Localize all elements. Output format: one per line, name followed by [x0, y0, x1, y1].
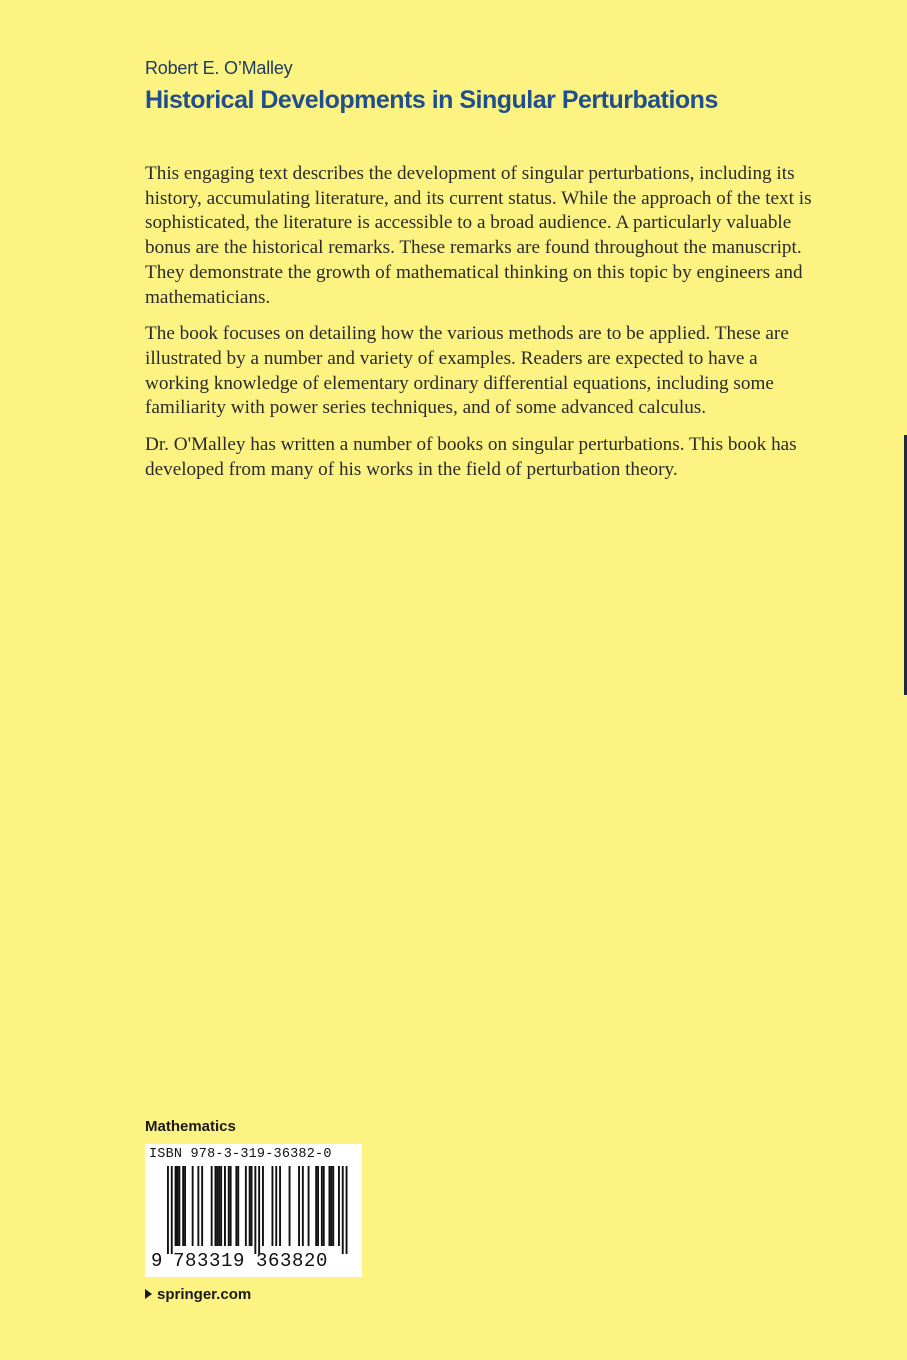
barcode-bars	[145, 1166, 362, 1256]
barcode-guard-bar	[346, 1166, 348, 1254]
barcode-guard-bar	[167, 1166, 169, 1254]
blurb-paragraph: Dr. O'Malley has written a number of books on singular perturbations. This book has developed from many of his works in the field of perturbation theory.	[145, 434, 797, 480]
barcode-bar	[218, 1166, 220, 1246]
barcode-bar	[216, 1166, 218, 1246]
barcode-bar	[184, 1166, 186, 1246]
publisher-url: springer.com	[157, 1286, 252, 1303]
triangle-arrow-icon	[145, 1289, 152, 1299]
barcode-bar	[220, 1166, 222, 1246]
barcode-guard-bar	[254, 1166, 256, 1254]
isbn-label: ISBN 978-3-319-36382-0	[149, 1147, 332, 1162]
barcode-bar	[338, 1166, 340, 1246]
book-title: Historical Developments in Singular Perturbations	[145, 86, 718, 114]
barcode-bar	[245, 1166, 247, 1246]
blurb-paragraph: The book focuses on detailing how the various methods are to be applied. These are illustrated by a number and variety of examples. Readers are expected to have a working knowledge of elementary ordinary differential equations, including some familiarity with power series techniques, and of some advanced calculus.	[145, 323, 789, 419]
author-name: Robert E. O’Malley	[145, 58, 293, 78]
barcode-bar	[317, 1166, 319, 1246]
barcode-bar	[201, 1166, 203, 1246]
barcode-bar	[298, 1166, 300, 1246]
barcode-bar	[321, 1166, 323, 1246]
barcode-guard-bar	[171, 1166, 173, 1254]
barcode-bar	[275, 1166, 277, 1246]
barcode-digits	[145, 1250, 362, 1274]
barcode-bar	[178, 1166, 180, 1246]
isbn-barcode	[145, 1144, 362, 1277]
barcode-bar	[332, 1166, 334, 1246]
barcode-bar	[302, 1166, 304, 1246]
barcode-right-digits: 363820	[256, 1250, 329, 1272]
barcode-bar	[197, 1166, 199, 1246]
barcode-bar	[330, 1166, 332, 1246]
barcode-bar	[192, 1166, 194, 1246]
barcode-bar	[177, 1166, 179, 1246]
barcode-bar	[235, 1166, 237, 1246]
blurb-paragraph: This engaging text describes the development of singular perturbations, including its history, accumulating literature, and its current status. While the approach of the text is sophisticated, the literature is accessible to a broad audience. A particularly valuable bonus are the historical remarks. These remarks are found throughout the manuscript. They demonstrate the growth of mathematical thinking on this topic by engineers and mathematicians.	[145, 163, 812, 308]
barcode-bar	[308, 1166, 310, 1246]
barcode-bar	[211, 1166, 213, 1246]
barcode-bar	[182, 1166, 184, 1246]
barcode-bar	[224, 1166, 226, 1246]
subject-category: Mathematics	[145, 1118, 236, 1135]
barcode-bar	[272, 1166, 274, 1246]
barcode-lead-digit: 9	[151, 1250, 164, 1272]
barcode-bar	[289, 1166, 291, 1246]
blurb	[145, 162, 825, 494]
barcode-bar	[329, 1166, 331, 1246]
barcode-left-digits: 783319	[173, 1250, 246, 1272]
barcode-guard-bar	[258, 1166, 260, 1254]
barcode-bar	[323, 1166, 325, 1246]
publisher-link[interactable]	[145, 1286, 251, 1303]
barcode-guard-bar	[342, 1166, 344, 1254]
barcode-bar	[262, 1166, 264, 1246]
barcode-bar	[315, 1166, 317, 1246]
barcode-bar	[249, 1166, 251, 1246]
barcode-bar	[279, 1166, 281, 1246]
barcode-bar	[175, 1166, 177, 1246]
barcode-bar	[215, 1166, 217, 1246]
barcode-bar	[228, 1166, 230, 1246]
barcode-bar	[251, 1166, 253, 1246]
barcode-bar	[230, 1166, 232, 1246]
barcode-bar	[237, 1166, 239, 1246]
